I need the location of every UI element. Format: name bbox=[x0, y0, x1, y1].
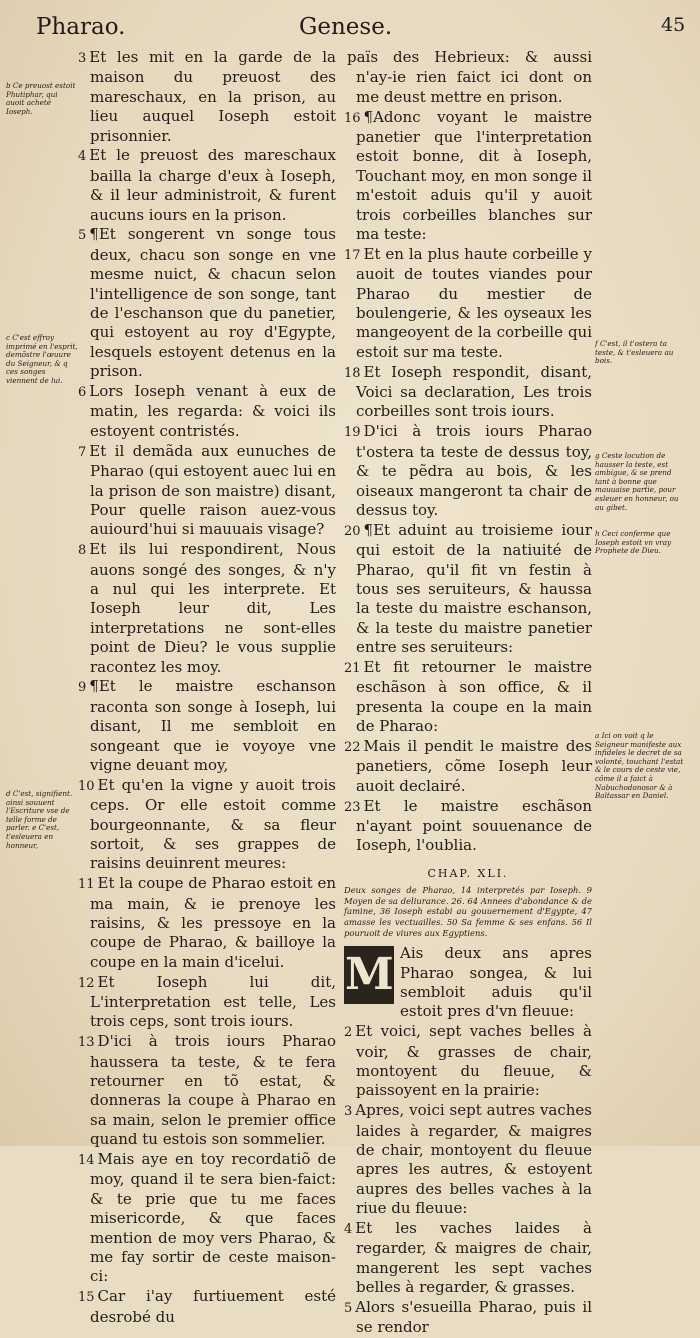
verse-text: Alors s'esueilla Pharao, puis il se rendor bbox=[355, 1298, 592, 1337]
verse-number: 3 bbox=[344, 1104, 353, 1120]
ornamental-dropcap: M bbox=[344, 946, 394, 1004]
verse-number: 4 bbox=[344, 1222, 353, 1238]
verse-number: 20 bbox=[344, 523, 361, 539]
verse-number: 14 bbox=[78, 1153, 95, 1169]
verse bbox=[78, 973, 336, 1032]
verse bbox=[344, 363, 592, 422]
verse bbox=[78, 146, 336, 225]
verse-text: ¶Adonc voyant le maistre panetier que l'interpretation estoit bonne, dit à Ioseph, Touchant moy, en mon songe il m'estoit aduis qu'il y auoit trois corbeilles blanches sur ma teste: bbox=[356, 107, 592, 244]
verse-text: Et ils lui respondirent, Nous auons songé des songes, & n'y a nul qui les interprete. Et Ioseph leur dit, Les interpretations ne sont-elles point de Dieu? le vous supplie racontez les moy. bbox=[89, 540, 336, 676]
margin-note-h: h Ceci conferme que Ioseph estoit vn vray Prophete de Dieu. bbox=[595, 529, 672, 556]
verse-number: 18 bbox=[344, 365, 361, 381]
verse-text: Et qu'en la vigne y auoit trois ceps. Or elle estoit comme bourgeonnante, & sa fleur sortoit, & ses grappes de raisins deuinrent meures: bbox=[90, 775, 336, 873]
verse-number: 8 bbox=[78, 543, 87, 559]
verse-text: Et les vaches laides à regarder, & maigres de chair, mangerent les sept vaches belles à regarder, & grasses. bbox=[355, 1219, 592, 1297]
verse-number: 10 bbox=[78, 778, 95, 794]
verse-text: Et en la plus haute corbeille y auoit de toutes viandes pour Pharao du mestier de boulengerie, & les oyseaux les mangeoyent de la corbeille qui estoit sur ma teste. bbox=[356, 244, 592, 361]
verse-number: 16 bbox=[344, 110, 361, 126]
verse bbox=[344, 1022, 592, 1101]
margin-note-d-e: d C'est, signifient. ainsi souuent l'Escriture vse de telle forme de parler. e C'est, t'esleuera en honneur, bbox=[6, 789, 73, 850]
left-text-column bbox=[78, 48, 336, 1327]
verse bbox=[78, 225, 336, 381]
verse bbox=[344, 737, 592, 796]
verse-number: 7 bbox=[78, 444, 87, 460]
verse-text: Et Ioseph lui dit, L'interpretation est telle, Les trois ceps, sont trois iours. bbox=[90, 972, 336, 1031]
verse-text: ¶Et aduint au troisieme iour qui estoit de la natiuité de Pharao, qu'il fit vn festin à tous ses seruiteurs, & haussa la teste du maistre eschanson, & la teste du maistre panetier entre ses seruiteurs: bbox=[356, 520, 592, 657]
running-head-center: Genese. bbox=[299, 14, 393, 40]
verse-number: 13 bbox=[78, 1035, 95, 1051]
verse-number: 4 bbox=[78, 149, 87, 165]
verse bbox=[78, 382, 336, 441]
verse-text: Et Ioseph respondit, disant, Voici sa declaration, Les trois corbeilles sont trois iours. bbox=[356, 362, 592, 421]
running-head bbox=[0, 14, 700, 48]
verse-text: Et voici, sept vaches belles à voir, & grasses de chair, montoyent du fleuue, & paissoyent en la prairie: bbox=[355, 1022, 592, 1100]
verse-text: Et fit retourner le maistre eschãson à son office, & il presenta la coupe en la main de Pharao: bbox=[356, 657, 592, 736]
verse bbox=[344, 245, 592, 362]
verse-text: Car i'ay furtiuement esté desrobé du bbox=[90, 1287, 336, 1326]
verse bbox=[344, 521, 592, 658]
verse-number: 6 bbox=[78, 385, 87, 401]
verse bbox=[78, 1032, 336, 1149]
verse bbox=[344, 797, 592, 856]
verse bbox=[344, 48, 592, 107]
verse bbox=[78, 874, 336, 972]
page-number: 45 bbox=[661, 14, 686, 36]
margin-note-f: f C'est, il t'ostera ta teste, & t'esleuera au bois. bbox=[595, 339, 674, 366]
margin-note-a: a Ici on voit q le Seigneur manifeste aux infideles le decret de sa volonté, touchant l'estat & le cours de ceste vie, côme il a faict à Nabuchodonosor & à Baltassar en Daniel. bbox=[595, 731, 684, 801]
right-text-column bbox=[344, 48, 592, 1338]
verse-text: Et il demãda aux eunuches de Pharao (qui estoyent auec lui en la prison de son maistre) disant, Pour quelle raison auez-vous auiourd'hui si mauuais visage? bbox=[89, 441, 336, 539]
verse bbox=[78, 677, 336, 775]
verse-text: ¶Et le maistre eschanson raconta son songe à Ioseph, lui disant, Il me sembloit en songeant que ie voyoye vne vigne deuant moy, bbox=[89, 677, 336, 774]
verse bbox=[344, 658, 592, 737]
verse bbox=[344, 1298, 592, 1338]
verse bbox=[78, 442, 336, 540]
verse-number: 15 bbox=[78, 1290, 95, 1306]
verse-number: 5 bbox=[344, 1301, 353, 1317]
verse-text: D'ici à trois iours Pharao t'ostera ta teste de dessus toy, & te pẽdra au bois, & les oiseaux mangeront ta chair de dessus toy. bbox=[356, 422, 592, 519]
verse-text: Mais aye en toy recordatiõ de moy, quand il te sera bien-faict: & te prie que tu me faces misericorde, & que faces mention de moy vers Pharao, & me fay sortir de ceste maison-ci: bbox=[90, 1150, 336, 1286]
verse-number: 2 bbox=[344, 1025, 353, 1041]
verse bbox=[344, 1101, 592, 1218]
verse-number: 5 bbox=[78, 228, 87, 244]
verse-number: 22 bbox=[344, 739, 361, 755]
verse-text: Et les mit en la garde de la maison du preuost des mareschaux, en la prison, au lieu auquel Ioseph estoit prisonnier. bbox=[89, 48, 336, 145]
verse-number: 12 bbox=[78, 975, 95, 991]
verse bbox=[344, 1219, 592, 1298]
chapter-heading: CHAP. XLI. bbox=[427, 866, 509, 880]
verse bbox=[344, 422, 592, 520]
verse-number: 23 bbox=[344, 799, 361, 815]
verse-text: Ais deux ans apres Pharao songea, & lui sembloit aduis qu'il estoit pres d'vn fleuue: bbox=[400, 944, 592, 1021]
verse-number: 21 bbox=[344, 660, 361, 676]
verse bbox=[78, 1287, 336, 1327]
verse bbox=[78, 1150, 336, 1287]
chapter-summary: Deux songes de Pharao, 14 interpretés par Ioseph. 9 Moyen de sa deliurance. 26. 64 Annees d'abondance & de famine, 36 Ioseph estabi au gouuernement d'Egypte, 47 amasse les vectuailles. 50 Sa femme & ses enfans. 56 Il pouruoit de viures aux Egyptiens. bbox=[344, 885, 592, 938]
verse bbox=[78, 48, 336, 146]
verse-number: 11 bbox=[78, 877, 95, 893]
margin-note-g: g Ceste locution de hausser la teste, est ambigue, & se prend tant à bonne que mauuaise partie, pour esleuer en honneur, ou au gibet. bbox=[595, 451, 679, 512]
verse bbox=[78, 540, 336, 677]
verse-number: 19 bbox=[344, 425, 361, 441]
verse-number: 17 bbox=[344, 247, 361, 263]
verse-text: Apres, voici sept autres vaches laides à regarder, & maigres de chair, montoyent du fleuue apres les autres, & estoyent aupres des belles vaches à la riue du fleuue: bbox=[355, 1101, 592, 1218]
margin-note-c: c C'est effroy imprimé en l'esprit, demõstre l'œuure du Seigneur, & q ces songes viennent de lui. bbox=[6, 333, 78, 385]
verse-text: D'ici à trois iours Pharao haussera ta teste, & te fera retourner en tõ estat, & donneras la coupe à Pharao en sa main, selon le premier office quand tu estois son sommelier. bbox=[90, 1032, 336, 1149]
verse-text: Lors Ioseph venant à eux de matin, les regarda: & voici ils estoyent contristés. bbox=[89, 382, 336, 440]
verse bbox=[78, 776, 336, 874]
verse-number: 3 bbox=[78, 51, 87, 66]
verse-text: Et le preuost des mareschaux bailla la charge d'eux à Ioseph, & il leur administroit, & furent aucuns iours en la prison. bbox=[89, 146, 336, 224]
verse-number: 9 bbox=[78, 680, 87, 696]
running-head-left: Pharao. bbox=[36, 14, 126, 40]
verse-text: ¶Et songerent vn songe tous deux, chacu son songe en vne mesme nuict, & chacun selon l'intelligence de son songe, tant de l'eschanson que du panetier, qui estoyent au roy d'Egypte, lesquels estoyent detenus en la prison. bbox=[89, 225, 336, 381]
margin-note-b: b Ce preuost estoit Phutiphar, qui auoit acheté Ioseph. bbox=[6, 81, 76, 116]
chapter-opening bbox=[344, 944, 592, 1022]
verse-text: Et la coupe de Pharao estoit en ma main, & ie prenoye les raisins, & les pressoye en la coupe de Pharao, & bailloye la coupe en la main d'icelui. bbox=[90, 874, 336, 971]
verse bbox=[344, 108, 592, 245]
verse-text: Et le maistre eschãson n'ayant point souuenance de Ioseph, l'oublia. bbox=[356, 796, 592, 855]
verse-text: Mais il pendit le maistre des panetiers, cõme Ioseph leur auoit declairé. bbox=[356, 736, 592, 795]
verse-text: païs des Hebrieux: & aussi n'ay-ie rien faict ici dont on me deust mettre en prison. bbox=[347, 48, 592, 106]
